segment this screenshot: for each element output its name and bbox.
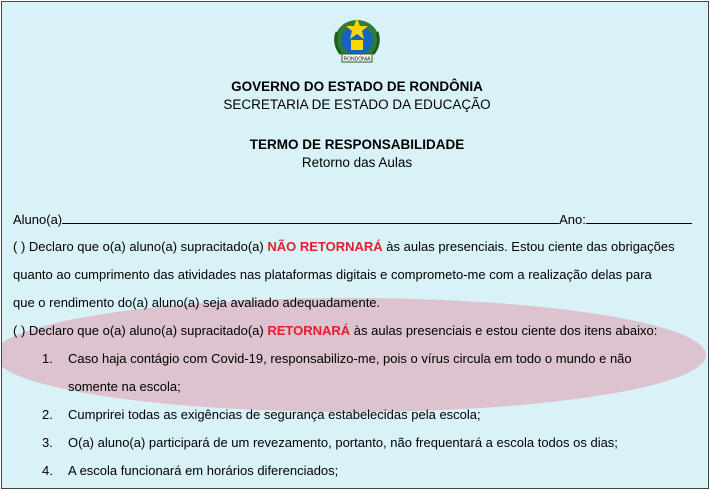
- option1-highlight: NÃO RETORNARÁ: [267, 239, 383, 254]
- ano-field[interactable]: [586, 212, 692, 224]
- option1-suffix: às aulas presenciais. Estou ciente das obrigações: [382, 239, 675, 254]
- aluno-row: [13, 212, 692, 227]
- list-item-number: 2.: [42, 407, 53, 422]
- document-subtitle: Retorno das Aulas: [301, 155, 413, 170]
- option1-line1: [13, 239, 675, 254]
- list-item-text-continued: somente na escola;: [68, 379, 181, 394]
- ano-label: Ano:: [559, 212, 586, 227]
- secretariat-title: SECRETARIA DE ESTADO DA EDUCAÇÃO: [223, 97, 491, 112]
- list-item-text: Caso haja contágio com Covid-19, responsabilizo-me, pois o vírus circula em todo o mundo e não: [68, 351, 632, 366]
- option1-checkbox-text[interactable]: ( ) Declaro que o(a) aluno(a) supracitado(a): [13, 239, 268, 254]
- document-title: TERMO DE RESPONSABILIDADE: [249, 137, 465, 152]
- list-item-number: 1.: [42, 351, 53, 366]
- option2-line1: [13, 323, 657, 338]
- list-item-text: O(a) aluno(a) participará de um revezamento, portanto, não frequentará a escola todos os dias;: [68, 435, 618, 450]
- list-item-text: A escola funcionará em horários diferenciados;: [68, 463, 339, 478]
- option2-highlight: RETORNARÁ: [267, 323, 351, 338]
- option2-checkbox-text[interactable]: ( ) Declaro que o(a) aluno(a) supracitado(a): [13, 323, 268, 338]
- document-page: [1, 1, 709, 489]
- option1-line3: que o rendimento do(a) aluno(a) seja avaliado adequadamente.: [13, 295, 381, 310]
- list-item-number: 4.: [42, 463, 53, 478]
- option2-suffix: às aulas presenciais e estou ciente dos itens abaixo:: [350, 323, 658, 338]
- list-item-number: 3.: [42, 435, 53, 450]
- aluno-label: Aluno(a): [13, 212, 63, 227]
- government-title: GOVERNO DO ESTADO DE RONDÔNIA: [231, 79, 483, 94]
- option1-line2: quanto ao cumprimento das atividades nas plataformas digitais e comprometo-me com a realização delas para: [13, 267, 652, 282]
- list-item-text: Cumprirei todas as exigências de segurança estabelecidas pela escola;: [68, 407, 481, 422]
- state-emblem-icon: [331, 10, 383, 78]
- emblem-ribbon-text: RONDÔNIA: [343, 56, 371, 63]
- aluno-name-field[interactable]: [62, 212, 559, 224]
